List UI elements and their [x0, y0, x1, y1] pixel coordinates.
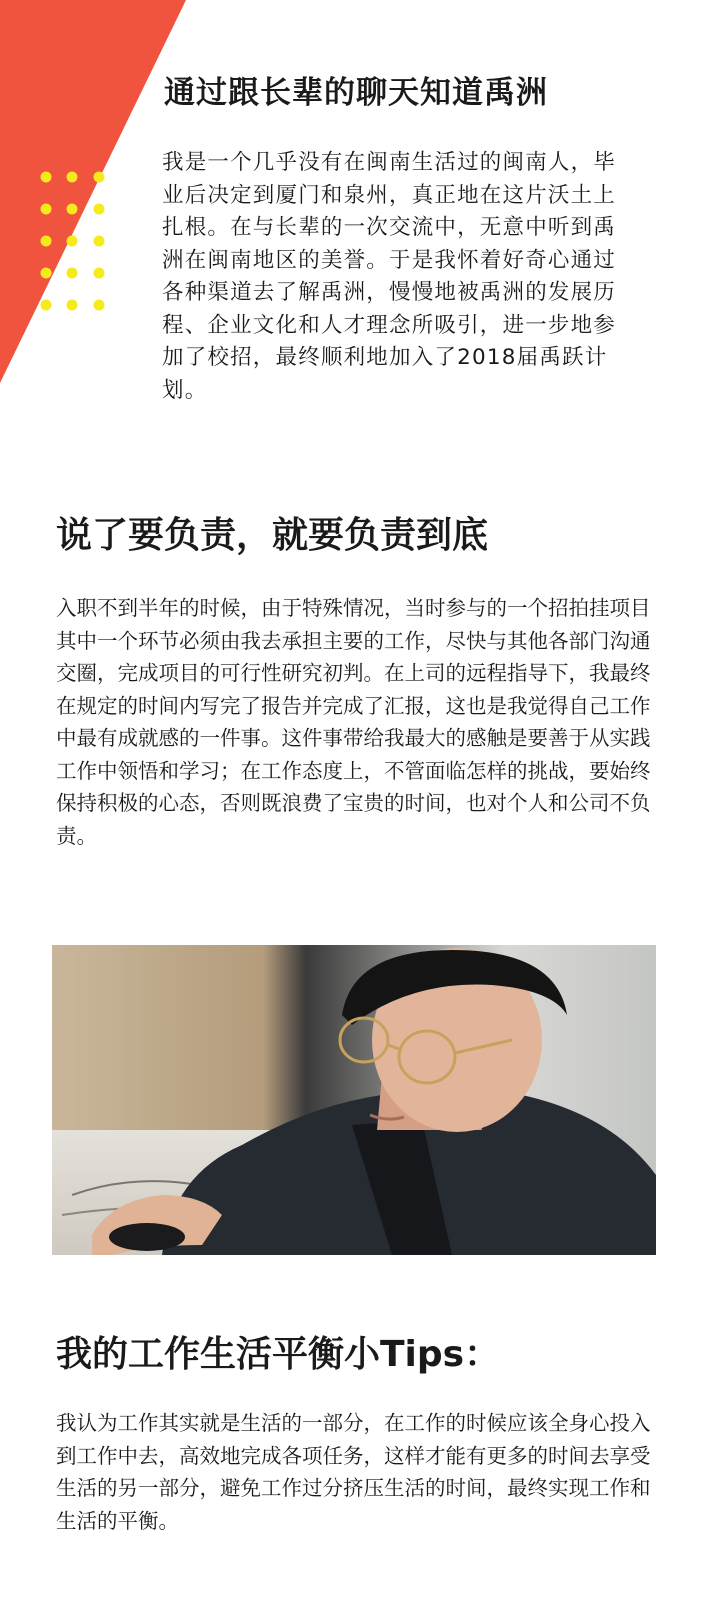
section-body-story: 我是一个几乎没有在闽南生活过的闽南人，毕业后决定到厦门和泉州，真正地在这片沃土上扎根。在与长辈的一次交流中，无意中听到禹洲在闽南地区的美誉。于是我怀着好奇心通过各种渠道去了解禹洲，慢慢地被禹洲的发展历程、企业文化和人才理念所吸引，进一步地参加了校招，最终顺利地加入了2018届禹跃计划。 [162, 150, 617, 403]
section-body-tips: 我认为工作其实就是生活的一部分，在工作的时候应该全身心投入到工作中去，高效地完成各项任务，这样才能有更多的时间去享受生活的另一部分，避免工作过分挤压生活的时间，最终实现工作和生活的平衡。 [56, 1411, 651, 1533]
employee-photo [52, 945, 656, 1255]
section-title-story: 通过跟长辈的聊天知道禹洲 [164, 75, 548, 111]
section-body-responsibility: 入职不到半年的时候，由于特殊情况，当时参与的一个招拍挂项目其中一个环节必须由我去承担主要的工作，尽快与其他各部门沟通交圈，完成项目的可行性研究初判。在上司的远程指导下，我最终在规定的时间内写完了报告并完成了汇报，这也是我觉得自己工作中最有成就感的一件事。这件事带给我最大的感触是要善于从实践工作中领悟和学习；在工作态度上，不管面临怎样的挑战，要始终保持积极的心态，否则既浪费了宝贵的时间，也对个人和公司不负责。 [56, 596, 651, 848]
section-title-responsibility: 说了要负责，就要负责到底 [56, 515, 489, 556]
decorative-dot-grid [38, 169, 110, 314]
section-title-tips: 我的工作生活平衡小Tips： [56, 1334, 501, 1375]
